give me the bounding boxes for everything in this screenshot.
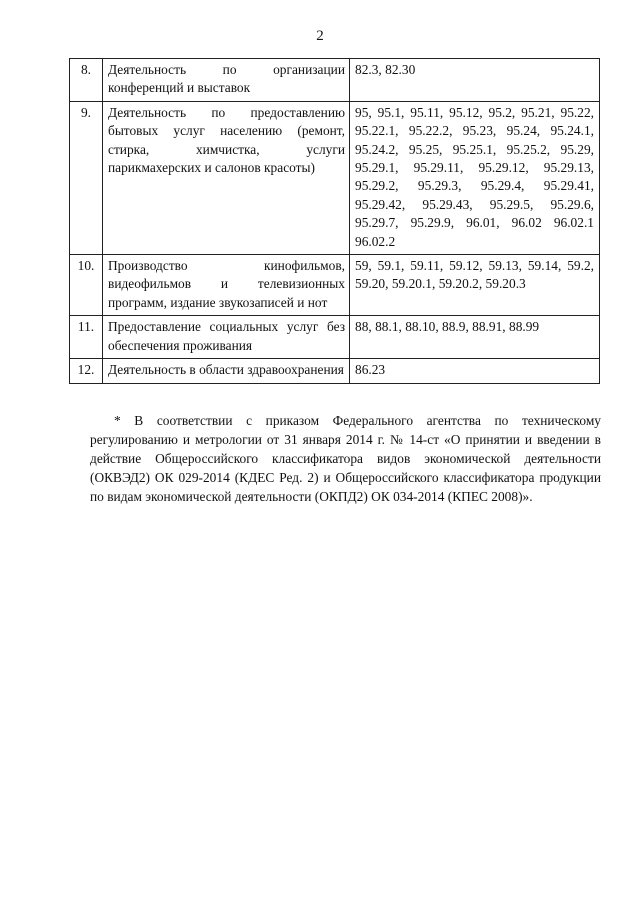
okved-codes: 59, 59.1, 59.11, 59.12, 59.13, 59.14, 59.2, 59.20, 59.20.1, 59.20.2, 59.20.3 bbox=[350, 255, 600, 316]
row-number: 12. bbox=[70, 359, 103, 383]
table-row bbox=[70, 359, 600, 383]
okved-codes: 88, 88.1, 88.10, 88.9, 88.91, 88.99 bbox=[350, 316, 600, 359]
row-number: 8. bbox=[70, 59, 103, 102]
footnote: * В соответствии с приказом Федерального агентства по техническому регулированию и метрологии от 31 января 2014 г. № 14-ст «О принятии и введении в действие Общероссийского классификатора видов экономической деятельности (ОКВЭД2) ОК 029-2014 (КДЕС Ред. 2) и Общероссийского классификатора продукции по видам экономической деятельности (ОКПД2) ОК 034-2014 (КПЕС 2008)». bbox=[90, 413, 601, 505]
row-number: 10. bbox=[70, 255, 103, 316]
activity-codes-table bbox=[69, 58, 600, 384]
activity-description: Производство кинофильмов, видеофильмов и телевизионных программ, издание звукозаписей и нот bbox=[103, 255, 350, 316]
activity-description: Предоставление социальных услуг без обеспечения проживания bbox=[103, 316, 350, 359]
okved-codes: 86.23 bbox=[350, 359, 600, 383]
activity-description: Деятельность по организации конференций и выставок bbox=[103, 59, 350, 102]
row-number: 11. bbox=[70, 316, 103, 359]
okved-codes: 95, 95.1, 95.11, 95.12, 95.2, 95.21, 95.22, 95.22.1, 95.22.2, 95.23, 95.24, 95.24.1, 95.24.2, 95.25, 95.25.1, 95.25.2, 95.29, 95.29.1, 95.29.11, 95.29.12, 95.29.13, 95.29.2, 95.29.3, 95.29.4, 95.29.41, 95.29.42, 95.29.43, 95.29.5, 95.29.6, 95.29.7, 95.29.9, 96.01, 96.02 96.02.1 96.02.2 bbox=[350, 101, 600, 254]
activity-description: Деятельность в области здравоохранения bbox=[103, 359, 350, 383]
page-number: 2 bbox=[316, 28, 324, 44]
table-row bbox=[70, 101, 600, 254]
okved-codes: 82.3, 82.30 bbox=[350, 59, 600, 102]
table-row bbox=[70, 255, 600, 316]
row-number: 9. bbox=[70, 101, 103, 254]
table-row bbox=[70, 316, 600, 359]
table-row bbox=[70, 59, 600, 102]
activity-description: Деятельность по предоставлению бытовых услуг населению (ремонт, стирка, химчистка, услуги парикмахерских и салонов красоты) bbox=[103, 101, 350, 254]
